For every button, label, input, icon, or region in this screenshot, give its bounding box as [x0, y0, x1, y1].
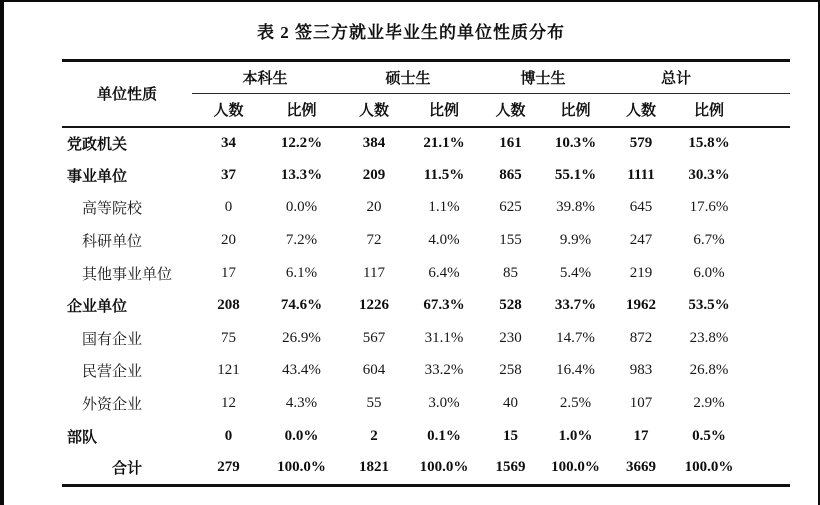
table-row	[62, 289, 790, 322]
cell-value: 0.0%	[285, 199, 318, 216]
column-header-ratio: 比例	[674, 94, 790, 127]
cell-value: 14.7%	[556, 329, 595, 346]
column-header-count: 人数	[338, 94, 410, 127]
cell-value: 872	[629, 329, 653, 346]
cell-value: 528	[499, 297, 522, 314]
cell-value: 1111	[627, 166, 655, 183]
cell-value: 85	[503, 264, 519, 281]
cell-value: 72	[366, 232, 382, 249]
row-label: 民营企业	[82, 364, 143, 381]
table-row	[62, 387, 790, 420]
column-header-count: 人数	[478, 94, 543, 127]
row-label: 企业单位	[67, 299, 128, 316]
table-row	[62, 192, 790, 225]
table-row	[62, 452, 790, 485]
table-row	[62, 257, 790, 290]
cell-value: 4.3%	[285, 395, 318, 412]
table-title: 表 2 签三方就业毕业生的单位性质分布	[257, 23, 565, 42]
cell-value: 2.9%	[693, 395, 725, 412]
column-group-total: 总计	[608, 61, 790, 94]
column-header-unit-type: 单位性质	[62, 61, 192, 127]
column-header-ratio: 比例	[410, 94, 478, 127]
cell-value: 0	[224, 199, 233, 216]
cell-value: 26.9%	[282, 329, 321, 346]
cell-value: 0.5%	[692, 427, 726, 444]
cell-value: 39.8%	[556, 199, 595, 216]
row-label: 高等院校	[82, 201, 143, 218]
cell-value: 2.5%	[559, 395, 592, 412]
cell-value: 74.6%	[280, 297, 323, 314]
cell-value: 34	[221, 134, 236, 151]
cell-value: 23.8%	[689, 329, 729, 346]
cell-value: 983	[629, 362, 653, 379]
cell-value: 33.2%	[424, 362, 464, 379]
cell-value: 208	[217, 297, 240, 314]
cell-value: 7.2%	[285, 232, 318, 249]
table-row	[62, 127, 790, 160]
cell-value: 0	[224, 427, 233, 444]
cell-value: 67.3%	[423, 297, 465, 314]
cell-value: 155	[499, 232, 522, 249]
cell-value: 100.0%	[277, 459, 326, 476]
cell-value: 0.0%	[284, 427, 319, 444]
table-row	[62, 322, 790, 355]
table-row	[62, 224, 790, 257]
row-label: 合计	[111, 461, 142, 478]
cell-value: 53.5%	[688, 297, 730, 314]
cell-value: 1821	[359, 459, 390, 476]
cell-value: 100.0%	[684, 459, 734, 476]
row-label: 科研单位	[82, 234, 143, 251]
cell-value: 258	[499, 362, 522, 379]
cell-value: 17.6%	[689, 199, 729, 216]
cell-value: 3669	[626, 459, 657, 476]
cell-value: 604	[362, 362, 386, 379]
cell-value: 15	[503, 427, 519, 444]
table-row	[62, 355, 790, 388]
cell-value: 1226	[359, 297, 390, 314]
cell-value: 75	[221, 329, 236, 346]
cell-value: 865	[499, 166, 522, 183]
cell-value: 117	[363, 264, 385, 281]
cell-value: 10.3%	[554, 134, 597, 151]
cell-value: 26.8%	[689, 362, 729, 379]
cell-value: 219	[629, 264, 653, 281]
cell-value: 247	[629, 232, 653, 249]
cell-value: 15.8%	[688, 134, 730, 151]
cell-value: 40	[503, 395, 519, 412]
cell-value: 161	[499, 134, 522, 151]
cell-value: 9.9%	[559, 232, 592, 249]
unit-type-distribution-table	[62, 59, 790, 487]
row-label: 国有企业	[82, 331, 143, 348]
cell-value: 12	[221, 395, 236, 412]
cell-value: 6.4%	[428, 264, 460, 281]
cell-value: 384	[362, 134, 386, 151]
cell-value: 20	[221, 232, 236, 249]
cell-value: 11.5%	[423, 166, 465, 183]
cell-value: 30.3%	[688, 166, 730, 183]
cell-value: 33.7%	[554, 297, 597, 314]
cell-value: 107	[629, 395, 653, 412]
cell-value: 55.1%	[554, 166, 597, 183]
row-label: 事业单位	[67, 168, 128, 185]
cell-value: 21.1%	[423, 134, 465, 151]
cell-value: 0.1%	[427, 427, 461, 444]
cell-value: 100.0%	[551, 459, 600, 476]
cell-value: 43.4%	[282, 362, 321, 379]
cell-value: 645	[629, 199, 653, 216]
cell-value: 209	[362, 166, 386, 183]
row-label: 部队	[67, 429, 98, 446]
cell-value: 31.1%	[424, 329, 464, 346]
row-label: 外资企业	[82, 397, 143, 414]
cell-value: 12.2%	[280, 134, 323, 151]
column-header-ratio: 比例	[265, 94, 338, 127]
cell-value: 1.1%	[428, 199, 460, 216]
cell-value: 13.3%	[280, 166, 323, 183]
cell-value: 17	[633, 427, 649, 444]
cell-value: 5.4%	[559, 264, 592, 281]
row-label: 党政机关	[67, 136, 128, 153]
cell-value: 1569	[495, 459, 526, 476]
cell-value: 16.4%	[556, 362, 595, 379]
cell-value: 1.0%	[558, 427, 593, 444]
cell-value: 579	[629, 134, 653, 151]
cell-value: 55	[366, 395, 382, 412]
column-group-master: 硕士生	[338, 61, 478, 94]
row-label: 其他事业单位	[82, 266, 173, 283]
cell-value: 625	[499, 199, 522, 216]
group-header-row	[62, 61, 790, 94]
cell-value: 567	[362, 329, 386, 346]
cell-value: 4.0%	[428, 232, 460, 249]
column-group-undergraduate: 本科生	[192, 61, 338, 94]
table-body	[62, 127, 790, 486]
column-group-doctoral: 博士生	[478, 61, 608, 94]
cell-value: 6.7%	[693, 232, 725, 249]
table-row	[62, 159, 790, 192]
column-header-ratio: 比例	[543, 94, 608, 127]
table-row	[62, 420, 790, 453]
cell-value: 1962	[626, 297, 657, 314]
cell-value: 6.0%	[693, 264, 725, 281]
cell-value: 37	[221, 166, 236, 183]
column-header-count: 人数	[608, 94, 674, 127]
cell-value: 121	[217, 362, 240, 379]
cell-value: 20	[366, 199, 382, 216]
cell-value: 3.0%	[428, 395, 460, 412]
cell-value: 6.1%	[285, 264, 318, 281]
cell-value: 100.0%	[419, 459, 469, 476]
column-header-count: 人数	[192, 94, 265, 127]
cell-value: 2	[370, 427, 378, 444]
table-header	[62, 61, 790, 127]
cell-value: 17	[221, 264, 236, 281]
cell-value: 279	[217, 459, 240, 476]
cell-value: 230	[499, 329, 522, 346]
